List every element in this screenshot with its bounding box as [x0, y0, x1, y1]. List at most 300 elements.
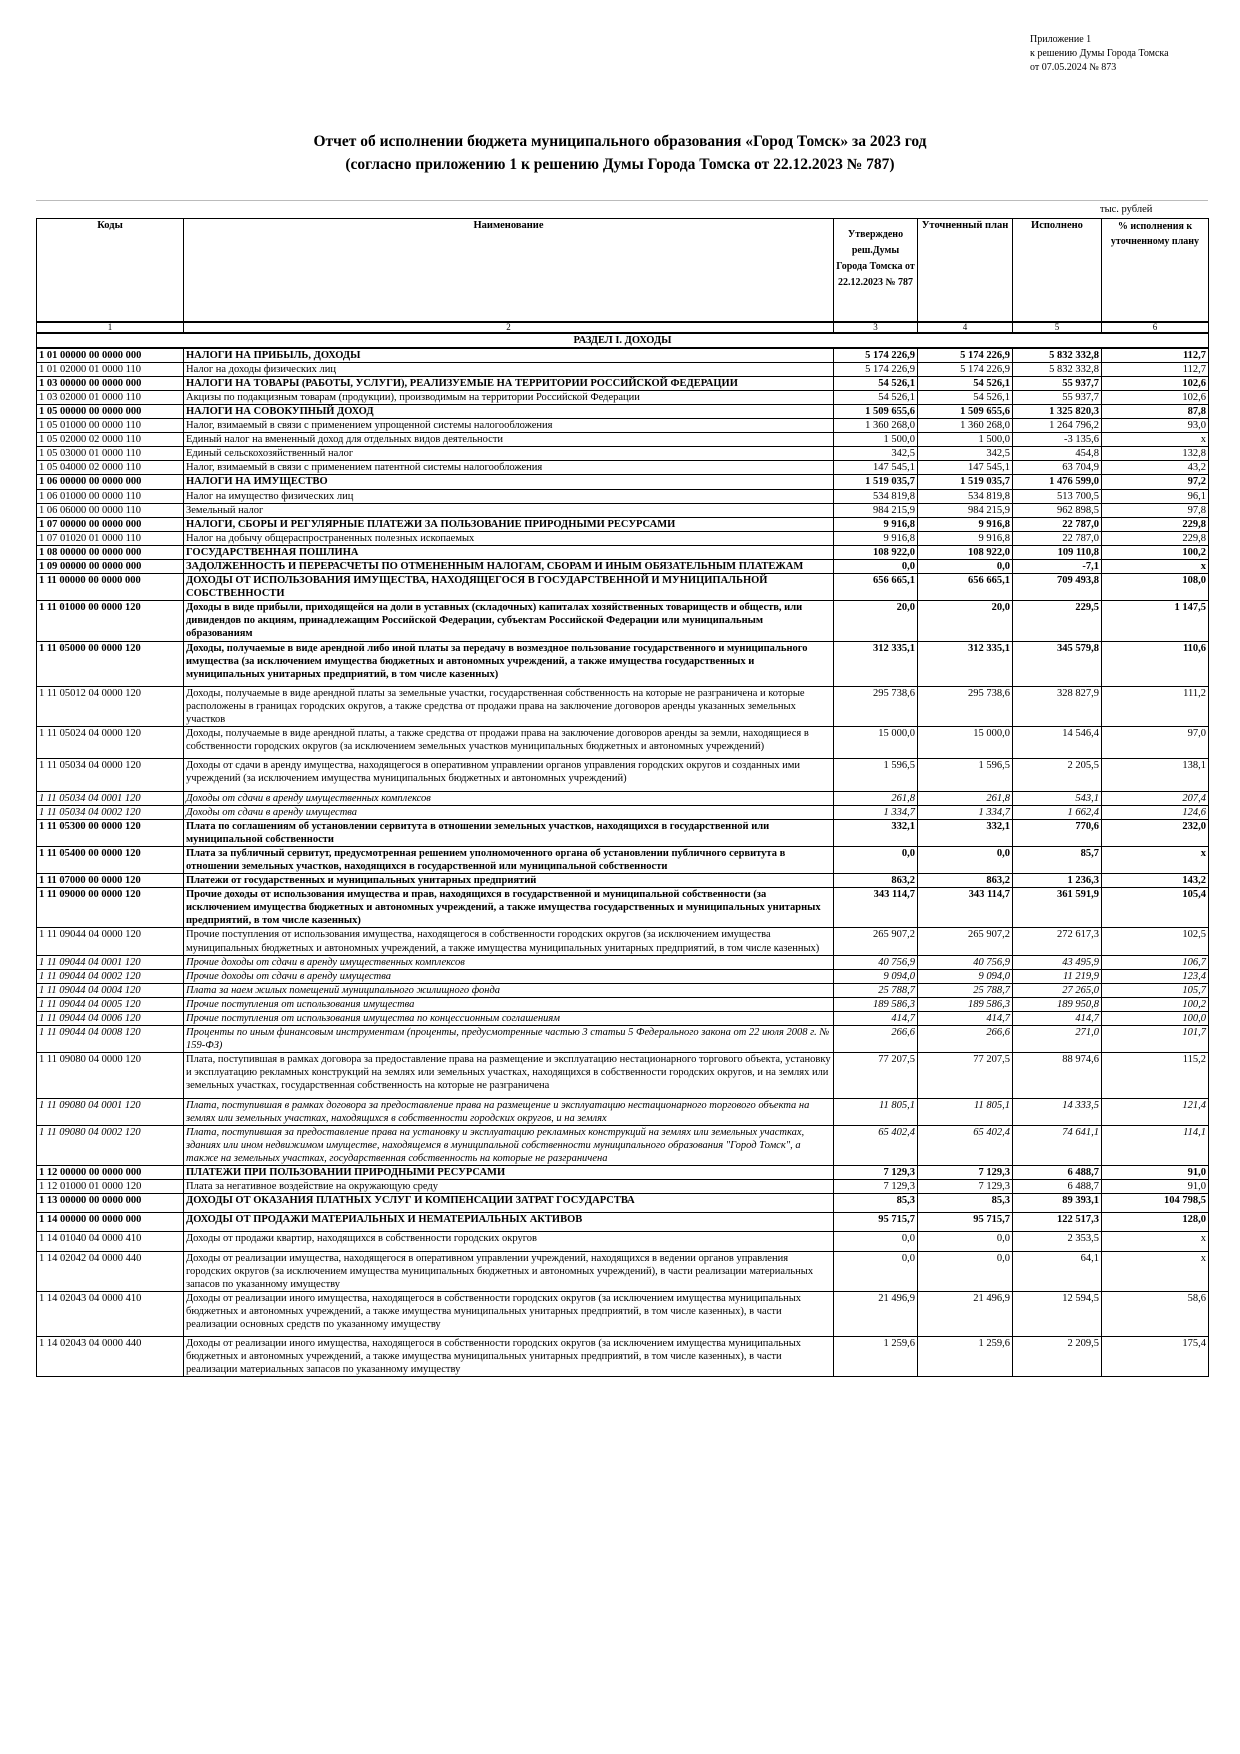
row-refined: 534 819,8	[918, 489, 1013, 503]
row-percent: 138,1	[1102, 759, 1209, 791]
table-row	[37, 997, 1209, 1011]
header-codes: Коды	[37, 219, 184, 322]
row-code: 1 14 02043 04 0000 440	[37, 1337, 184, 1377]
row-refined: 295 738,6	[918, 686, 1013, 726]
row-percent: 93,0	[1102, 419, 1209, 433]
table-row	[37, 1251, 1209, 1291]
row-name: Прочие доходы от сдачи в аренду имущественных комплексов	[184, 955, 834, 969]
row-percent: 96,1	[1102, 489, 1209, 503]
row-code: 1 11 09000 00 0000 120	[37, 888, 184, 928]
row-approved: 534 819,8	[834, 489, 918, 503]
row-approved: 1 519 035,7	[834, 475, 918, 489]
row-refined: 77 207,5	[918, 1053, 1013, 1098]
row-executed: 14 546,4	[1013, 727, 1102, 759]
row-refined: 266,6	[918, 1026, 1013, 1053]
row-percent: 207,4	[1102, 791, 1209, 805]
row-percent: 100,2	[1102, 545, 1209, 559]
row-percent: 91,0	[1102, 1166, 1209, 1180]
table-row	[37, 545, 1209, 559]
row-percent: 124,6	[1102, 805, 1209, 819]
row-name: Доходы от реализации имущества, находящегося в оперативном управлении учреждений, находящихся в ведении органов управления городских округов (за исключением имущества муниципальных бюджетных и автономных учреждений), в части реализации материальных запасов по указанному имуществу	[184, 1251, 834, 1291]
row-approved: 0,0	[834, 1232, 918, 1251]
row-approved: 656 665,1	[834, 574, 918, 601]
row-percent: 58,6	[1102, 1291, 1209, 1336]
column-number: 6	[1102, 322, 1209, 333]
row-executed: 55 937,7	[1013, 390, 1102, 404]
row-percent: 112,7	[1102, 348, 1209, 363]
header-executed: Исполнено	[1013, 219, 1102, 322]
row-executed: 1 325 820,3	[1013, 404, 1102, 418]
row-approved: 9 094,0	[834, 969, 918, 983]
row-approved: 11 805,1	[834, 1098, 918, 1125]
row-code: 1 11 09044 04 0004 120	[37, 983, 184, 997]
row-refined: 40 756,9	[918, 955, 1013, 969]
row-executed: 88 974,6	[1013, 1053, 1102, 1098]
row-approved: 95 715,7	[834, 1213, 918, 1232]
row-percent: 111,2	[1102, 686, 1209, 726]
table-header-row	[37, 219, 1209, 322]
row-percent: 229,8	[1102, 517, 1209, 531]
header-approved: Утверждено реш.Думы Города Томска от 22.12.2023 № 787	[834, 219, 918, 322]
row-code: 1 11 09044 04 0006 120	[37, 1012, 184, 1026]
row-approved: 1 509 655,6	[834, 404, 918, 418]
appendix-line-2: к решению Думы Города Томска	[1030, 48, 1169, 59]
table-row	[37, 1291, 1209, 1336]
row-name: Прочие доходы от использования имущества и прав, находящихся в государственной и муниципальной собственности (за исключением имущества бюджетных и автономных учреждений, а также имущества государственных и муниципальных унитарных предприятий, в том числе казенных)	[184, 888, 834, 928]
table-row	[37, 1337, 1209, 1377]
row-approved: 0,0	[834, 560, 918, 574]
row-code: 1 11 09044 04 0001 120	[37, 955, 184, 969]
row-code: 1 14 01040 04 0000 410	[37, 1232, 184, 1251]
row-name: НАЛОГИ, СБОРЫ И РЕГУЛЯРНЫЕ ПЛАТЕЖИ ЗА ПОЛЬЗОВАНИЕ ПРИРОДНЫМИ РЕСУРСАМИ	[184, 517, 834, 531]
row-refined: 189 586,3	[918, 997, 1013, 1011]
row-approved: 332,1	[834, 819, 918, 846]
table-row	[37, 759, 1209, 791]
row-code: 1 11 05034 04 0001 120	[37, 791, 184, 805]
table-row	[37, 641, 1209, 686]
row-percent: 97,2	[1102, 475, 1209, 489]
row-refined: 54 526,1	[918, 390, 1013, 404]
column-number: 2	[184, 322, 834, 333]
row-code: 1 05 03000 01 0000 110	[37, 447, 184, 461]
row-percent: 91,0	[1102, 1180, 1209, 1194]
row-percent: x	[1102, 1232, 1209, 1251]
row-refined: 1 509 655,6	[918, 404, 1013, 418]
row-code: 1 06 06000 00 0000 110	[37, 503, 184, 517]
row-executed: 22 787,0	[1013, 517, 1102, 531]
table-row	[37, 686, 1209, 726]
column-number: 5	[1013, 322, 1102, 333]
row-percent: 87,8	[1102, 404, 1209, 418]
table-row	[37, 955, 1209, 969]
row-code: 1 05 04000 02 0000 110	[37, 461, 184, 475]
column-number: 1	[37, 322, 184, 333]
row-approved: 25 788,7	[834, 983, 918, 997]
table-row	[37, 727, 1209, 759]
row-code: 1 11 09080 04 0001 120	[37, 1098, 184, 1125]
row-executed: 709 493,8	[1013, 574, 1102, 601]
row-approved: 5 174 226,9	[834, 348, 918, 363]
row-percent: 1 147,5	[1102, 601, 1209, 641]
row-approved: 65 402,4	[834, 1125, 918, 1165]
table-row	[37, 888, 1209, 928]
table-row	[37, 983, 1209, 997]
row-name: ДОХОДЫ ОТ ИСПОЛЬЗОВАНИЯ ИМУЩЕСТВА, НАХОДЯЩЕГОСЯ В ГОСУДАРСТВЕННОЙ И МУНИЦИПАЛЬНОЙ СОБСТВЕННОСТИ	[184, 574, 834, 601]
row-code: 1 11 09044 04 0000 120	[37, 928, 184, 955]
column-number: 4	[918, 322, 1013, 333]
row-name: Прочие поступления от использования имущества	[184, 997, 834, 1011]
row-approved: 265 907,2	[834, 928, 918, 955]
row-approved: 7 129,3	[834, 1166, 918, 1180]
row-refined: 9 916,8	[918, 531, 1013, 545]
row-percent: 102,6	[1102, 390, 1209, 404]
row-percent: 123,4	[1102, 969, 1209, 983]
row-executed: 43 495,9	[1013, 955, 1102, 969]
row-executed: 27 265,0	[1013, 983, 1102, 997]
row-code: 1 07 00000 00 0000 000	[37, 517, 184, 531]
row-executed: 89 393,1	[1013, 1194, 1102, 1213]
row-percent: 121,4	[1102, 1098, 1209, 1125]
section-title: РАЗДЕЛ I. ДОХОДЫ	[37, 333, 1209, 348]
table-row	[37, 489, 1209, 503]
row-approved: 15 000,0	[834, 727, 918, 759]
row-name: Платежи от государственных и муниципальных унитарных предприятий	[184, 874, 834, 888]
row-executed: 328 827,9	[1013, 686, 1102, 726]
row-refined: 9 916,8	[918, 517, 1013, 531]
row-approved: 261,8	[834, 791, 918, 805]
row-executed: 454,8	[1013, 447, 1102, 461]
row-percent: 100,0	[1102, 1012, 1209, 1026]
row-name: ПЛАТЕЖИ ПРИ ПОЛЬЗОВАНИИ ПРИРОДНЫМИ РЕСУРСАМИ	[184, 1166, 834, 1180]
row-refined: 1 259,6	[918, 1337, 1013, 1377]
row-code: 1 11 05034 04 0002 120	[37, 805, 184, 819]
row-approved: 984 215,9	[834, 503, 918, 517]
row-percent: x	[1102, 1251, 1209, 1291]
row-name: Доходы, получаемые в виде арендной либо иной платы за передачу в возмездное пользование государственного и муниципального имущества (за исключением имущества бюджетных и автономных учреждений, а также имущества государственных и муниципальных унитарных предприятий, в том числе казенных)	[184, 641, 834, 686]
row-code: 1 03 00000 00 0000 000	[37, 376, 184, 390]
row-percent: 97,0	[1102, 727, 1209, 759]
table-row	[37, 1053, 1209, 1098]
row-approved: 414,7	[834, 1012, 918, 1026]
row-refined: 15 000,0	[918, 727, 1013, 759]
table-row	[37, 928, 1209, 955]
row-approved: 1 360 268,0	[834, 419, 918, 433]
table-row	[37, 1213, 1209, 1232]
table-row	[37, 433, 1209, 447]
row-percent: 232,0	[1102, 819, 1209, 846]
row-code: 1 05 00000 00 0000 000	[37, 404, 184, 418]
row-refined: 984 215,9	[918, 503, 1013, 517]
row-refined: 11 805,1	[918, 1098, 1013, 1125]
header-name: Наименование	[184, 219, 834, 322]
table-row	[37, 819, 1209, 846]
row-code: 1 08 00000 00 0000 000	[37, 545, 184, 559]
row-percent: 100,2	[1102, 997, 1209, 1011]
row-approved: 54 526,1	[834, 376, 918, 390]
row-code: 1 01 02000 01 0000 110	[37, 362, 184, 376]
table-row	[37, 601, 1209, 641]
row-executed: 74 641,1	[1013, 1125, 1102, 1165]
row-refined: 108 922,0	[918, 545, 1013, 559]
row-approved: 108 922,0	[834, 545, 918, 559]
row-approved: 312 335,1	[834, 641, 918, 686]
row-name: Доходы, получаемые в виде арендной платы, а также средства от продажи права на заключение договоров аренды за земли, находящиеся в собственности городских округов (за исключением земельных участков муниципальных бюджетных и автономных учреждений)	[184, 727, 834, 759]
row-refined: 54 526,1	[918, 376, 1013, 390]
row-approved: 189 586,3	[834, 997, 918, 1011]
row-name: Единый сельскохозяйственный налог	[184, 447, 834, 461]
row-approved: 1 334,7	[834, 805, 918, 819]
row-code: 1 11 09044 04 0002 120	[37, 969, 184, 983]
row-executed: 1 662,4	[1013, 805, 1102, 819]
row-code: 1 11 05024 04 0000 120	[37, 727, 184, 759]
row-code: 1 11 05034 04 0000 120	[37, 759, 184, 791]
row-code: 1 03 02000 01 0000 110	[37, 390, 184, 404]
row-refined: 1 500,0	[918, 433, 1013, 447]
row-executed: 271,0	[1013, 1026, 1102, 1053]
row-name: Плата, поступившая в рамках договора за предоставление права на размещение и эксплуатацию нестационарного торгового объекта на землях или земельных участках, находящихся в собственности городских округов, и на землях	[184, 1098, 834, 1125]
row-refined: 656 665,1	[918, 574, 1013, 601]
row-percent: 112,7	[1102, 362, 1209, 376]
table-row	[37, 1180, 1209, 1194]
row-executed: 189 950,8	[1013, 997, 1102, 1011]
row-approved: 9 916,8	[834, 517, 918, 531]
row-code: 1 13 00000 00 0000 000	[37, 1194, 184, 1213]
row-name: ГОСУДАРСТВЕННАЯ ПОШЛИНА	[184, 545, 834, 559]
row-percent: 106,7	[1102, 955, 1209, 969]
row-code: 1 05 01000 00 0000 110	[37, 419, 184, 433]
row-percent: 115,2	[1102, 1053, 1209, 1098]
row-approved: 295 738,6	[834, 686, 918, 726]
table-row	[37, 447, 1209, 461]
row-name: Налог на имущество физических лиц	[184, 489, 834, 503]
row-executed: 85,7	[1013, 846, 1102, 873]
row-executed: 962 898,5	[1013, 503, 1102, 517]
separator-line	[36, 200, 1208, 201]
row-code: 1 14 00000 00 0000 000	[37, 1213, 184, 1232]
row-approved: 1 500,0	[834, 433, 918, 447]
table-row	[37, 1026, 1209, 1053]
table-row	[37, 362, 1209, 376]
row-name: НАЛОГИ НА СОВОКУПНЫЙ ДОХОД	[184, 404, 834, 418]
row-name: НАЛОГИ НА ТОВАРЫ (РАБОТЫ, УСЛУГИ), РЕАЛИЗУЕМЫЕ НА ТЕРРИТОРИИ РОССИЙСКОЙ ФЕДЕРАЦИИ	[184, 376, 834, 390]
table-row	[37, 419, 1209, 433]
table-row	[37, 503, 1209, 517]
table-row	[37, 348, 1209, 363]
row-code: 1 14 02042 04 0000 440	[37, 1251, 184, 1291]
row-code: 1 12 01000 01 0000 120	[37, 1180, 184, 1194]
row-refined: 0,0	[918, 1232, 1013, 1251]
row-name: ДОХОДЫ ОТ ОКАЗАНИЯ ПЛАТНЫХ УСЛУГ И КОМПЕНСАЦИИ ЗАТРАТ ГОСУДАРСТВА	[184, 1194, 834, 1213]
row-name: Доходы, получаемые в виде арендной платы за земельные участки, государственная собственность на которые не разграничена и которые расположены в границах городских округов, а также средства от продажи права на заключение договоров аренды указанных земельных участков	[184, 686, 834, 726]
row-approved: 9 916,8	[834, 531, 918, 545]
table-row	[37, 846, 1209, 873]
table-row	[37, 1012, 1209, 1026]
row-name: Плата, поступившая в рамках договора за предоставление права на размещение и эксплуатацию нестационарного торгового объекта, установку и эксплуатацию рекламных конструкций на землях или земельных участках, находящихся в собственности городских округов, и на землях или земельных участках, государственная собственность на которые не разграничена	[184, 1053, 834, 1098]
row-approved: 1 596,5	[834, 759, 918, 791]
appendix-line-3: от 07.05.2024 № 873	[1030, 62, 1117, 73]
row-executed: 122 517,3	[1013, 1213, 1102, 1232]
row-refined: 25 788,7	[918, 983, 1013, 997]
budget-report-table	[36, 218, 1209, 1377]
row-name: НАЛОГИ НА ПРИБЫЛЬ, ДОХОДЫ	[184, 348, 834, 363]
row-name: Прочие доходы от сдачи в аренду имущества	[184, 969, 834, 983]
row-approved: 54 526,1	[834, 390, 918, 404]
row-approved: 863,2	[834, 874, 918, 888]
row-approved: 343 114,7	[834, 888, 918, 928]
row-code: 1 12 00000 00 0000 000	[37, 1166, 184, 1180]
row-executed: 1 236,3	[1013, 874, 1102, 888]
row-name: Доходы от продажи квартир, находящихся в собственности городских округов	[184, 1232, 834, 1251]
row-refined: 5 174 226,9	[918, 362, 1013, 376]
row-name: Проценты по иным финансовым инструментам (проценты, предусмотренные частью 3 статьи 5 Федерального закона от 22 июля 2008 г. № 159-ФЗ)	[184, 1026, 834, 1053]
row-approved: 1 259,6	[834, 1337, 918, 1377]
section-row	[37, 333, 1209, 348]
row-executed: 414,7	[1013, 1012, 1102, 1026]
row-percent: x	[1102, 846, 1209, 873]
column-number: 3	[834, 322, 918, 333]
row-executed: 63 704,9	[1013, 461, 1102, 475]
row-executed: 109 110,8	[1013, 545, 1102, 559]
row-approved: 40 756,9	[834, 955, 918, 969]
row-code: 1 11 09080 04 0002 120	[37, 1125, 184, 1165]
title-line-1: Отчет об исполнении бюджета муниципального образования «Город Томск» за 2023 год	[313, 133, 927, 150]
row-refined: 20,0	[918, 601, 1013, 641]
row-refined: 1 360 268,0	[918, 419, 1013, 433]
row-name: Доходы в виде прибыли, приходящейся на доли в уставных (складочных) капиталах хозяйственных товариществ и обществ, или дивидендов по акциям, принадлежащим Российской Федерации, субъектам Российской Федерации или муниципальным образованиям	[184, 601, 834, 641]
row-code: 1 06 00000 00 0000 000	[37, 475, 184, 489]
row-approved: 342,5	[834, 447, 918, 461]
row-executed: 272 617,3	[1013, 928, 1102, 955]
row-approved: 147 545,1	[834, 461, 918, 475]
row-code: 1 11 09080 04 0000 120	[37, 1053, 184, 1098]
row-name: Прочие поступления от использования имущества по концессионным соглашениям	[184, 1012, 834, 1026]
row-executed: 1 264 796,2	[1013, 419, 1102, 433]
table-row	[37, 574, 1209, 601]
row-name: ДОХОДЫ ОТ ПРОДАЖИ МАТЕРИАЛЬНЫХ И НЕМАТЕРИАЛЬНЫХ АКТИВОВ	[184, 1213, 834, 1232]
table-row	[37, 461, 1209, 475]
row-code: 1 11 05000 00 0000 120	[37, 641, 184, 686]
row-name: Налог, взимаемый в связи с применением упрощенной системы налогообложения	[184, 419, 834, 433]
table-row	[37, 1098, 1209, 1125]
row-refined: 0,0	[918, 560, 1013, 574]
row-executed: 2 353,5	[1013, 1232, 1102, 1251]
table-row	[37, 1166, 1209, 1180]
row-refined: 1 519 035,7	[918, 475, 1013, 489]
row-executed: 2 205,5	[1013, 759, 1102, 791]
row-refined: 265 907,2	[918, 928, 1013, 955]
row-name: Налог на доходы физических лиц	[184, 362, 834, 376]
row-executed: 543,1	[1013, 791, 1102, 805]
title-line-2: (согласно приложению 1 к решению Думы Города Томска от 22.12.2023 № 787)	[345, 156, 895, 173]
row-executed: 12 594,5	[1013, 1291, 1102, 1336]
row-approved: 77 207,5	[834, 1053, 918, 1098]
row-refined: 414,7	[918, 1012, 1013, 1026]
table-row	[37, 376, 1209, 390]
row-percent: 97,8	[1102, 503, 1209, 517]
row-percent: 43,2	[1102, 461, 1209, 475]
row-executed: 229,5	[1013, 601, 1102, 641]
row-refined: 312 335,1	[918, 641, 1013, 686]
row-refined: 9 094,0	[918, 969, 1013, 983]
table-row	[37, 404, 1209, 418]
row-refined: 863,2	[918, 874, 1013, 888]
table-row	[37, 969, 1209, 983]
row-approved: 21 496,9	[834, 1291, 918, 1336]
row-percent: 104 798,5	[1102, 1194, 1209, 1213]
row-refined: 343 114,7	[918, 888, 1013, 928]
row-name: Единый налог на вмененный доход для отдельных видов деятельности	[184, 433, 834, 447]
row-percent: x	[1102, 433, 1209, 447]
table-row	[37, 531, 1209, 545]
row-percent: 102,5	[1102, 928, 1209, 955]
row-code: 1 11 05400 00 0000 120	[37, 846, 184, 873]
row-code: 1 11 07000 00 0000 120	[37, 874, 184, 888]
row-executed: 64,1	[1013, 1251, 1102, 1291]
row-approved: 7 129,3	[834, 1180, 918, 1194]
row-refined: 261,8	[918, 791, 1013, 805]
appendix-note	[1030, 33, 1169, 75]
row-percent: 105,4	[1102, 888, 1209, 928]
row-name: Доходы от реализации иного имущества, находящегося в собственности городских округов (за исключением имущества муниципальных бюджетных и автономных учреждений, а также имущества муниципальных унитарных предприятий, в том числе казенных), в части реализации материальных запасов по указанному имуществу	[184, 1337, 834, 1377]
row-code: 1 06 01000 00 0000 110	[37, 489, 184, 503]
row-percent: 175,4	[1102, 1337, 1209, 1377]
row-name: Плата, поступившая за предоставление права на установку и эксплуатацию рекламных конструкций на землях или земельных участках, зданиях или ином недвижимом имуществе, находящемся в муниципальной собственности муниципального образования "Город Томск", а также на земельных участках, государственная собственность на которые не разграничена	[184, 1125, 834, 1165]
row-name: Налог на добычу общераспространенных полезных ископаемых	[184, 531, 834, 545]
appendix-line-1: Приложение 1	[1030, 34, 1092, 45]
row-refined: 21 496,9	[918, 1291, 1013, 1336]
row-name: Прочие поступления от использования имущества, находящегося в собственности городских округов (за исключением имущества муниципальных бюджетных и автономных учреждений, а также имущества муниципальных унитарных предприятий, в том числе казенных)	[184, 928, 834, 955]
row-executed: -7,1	[1013, 560, 1102, 574]
table-row	[37, 1232, 1209, 1251]
row-name: Плата по соглашениям об установлении сервитута в отношении земельных участков, находящихся в государственной или муниципальной собственности	[184, 819, 834, 846]
row-executed: 14 333,5	[1013, 1098, 1102, 1125]
row-name: Доходы от сдачи в аренду имущества	[184, 805, 834, 819]
row-refined: 342,5	[918, 447, 1013, 461]
row-code: 1 11 05300 00 0000 120	[37, 819, 184, 846]
row-executed: 5 832 332,8	[1013, 348, 1102, 363]
row-executed: 22 787,0	[1013, 531, 1102, 545]
row-name: ЗАДОЛЖЕННОСТЬ И ПЕРЕРАСЧЕТЫ ПО ОТМЕНЕННЫМ НАЛОГАМ, СБОРАМ И ИНЫМ ОБЯЗАТЕЛЬНЫМ ПЛАТЕЖАМ	[184, 560, 834, 574]
table-row	[37, 1125, 1209, 1165]
row-executed: -3 135,6	[1013, 433, 1102, 447]
document-title	[0, 130, 1240, 176]
row-code: 1 11 01000 00 0000 120	[37, 601, 184, 641]
row-refined: 7 129,3	[918, 1180, 1013, 1194]
row-name: Доходы от сдачи в аренду имущества, находящегося в оперативном управлении органов управления городских округов и созданных ими учреждений (за исключением имущества муниципальных бюджетных и автономных учреждений)	[184, 759, 834, 791]
row-percent: 132,8	[1102, 447, 1209, 461]
row-refined: 95 715,7	[918, 1213, 1013, 1232]
row-executed: 361 591,9	[1013, 888, 1102, 928]
row-code: 1 11 09044 04 0008 120	[37, 1026, 184, 1053]
row-executed: 6 488,7	[1013, 1180, 1102, 1194]
row-code: 1 07 01020 01 0000 110	[37, 531, 184, 545]
row-name: Акцизы по подакцизным товарам (продукции), производимым на территории Российской Федерации	[184, 390, 834, 404]
row-name: НАЛОГИ НА ИМУЩЕСТВО	[184, 475, 834, 489]
table-row	[37, 1194, 1209, 1213]
row-name: Земельный налог	[184, 503, 834, 517]
row-percent: 102,6	[1102, 376, 1209, 390]
row-percent: 128,0	[1102, 1213, 1209, 1232]
row-approved: 85,3	[834, 1194, 918, 1213]
row-executed: 55 937,7	[1013, 376, 1102, 390]
row-percent: 143,2	[1102, 874, 1209, 888]
row-refined: 1 334,7	[918, 805, 1013, 819]
table-row	[37, 390, 1209, 404]
row-executed: 1 476 599,0	[1013, 475, 1102, 489]
table-row	[37, 475, 1209, 489]
row-code: 1 11 09044 04 0005 120	[37, 997, 184, 1011]
row-percent: 105,7	[1102, 983, 1209, 997]
